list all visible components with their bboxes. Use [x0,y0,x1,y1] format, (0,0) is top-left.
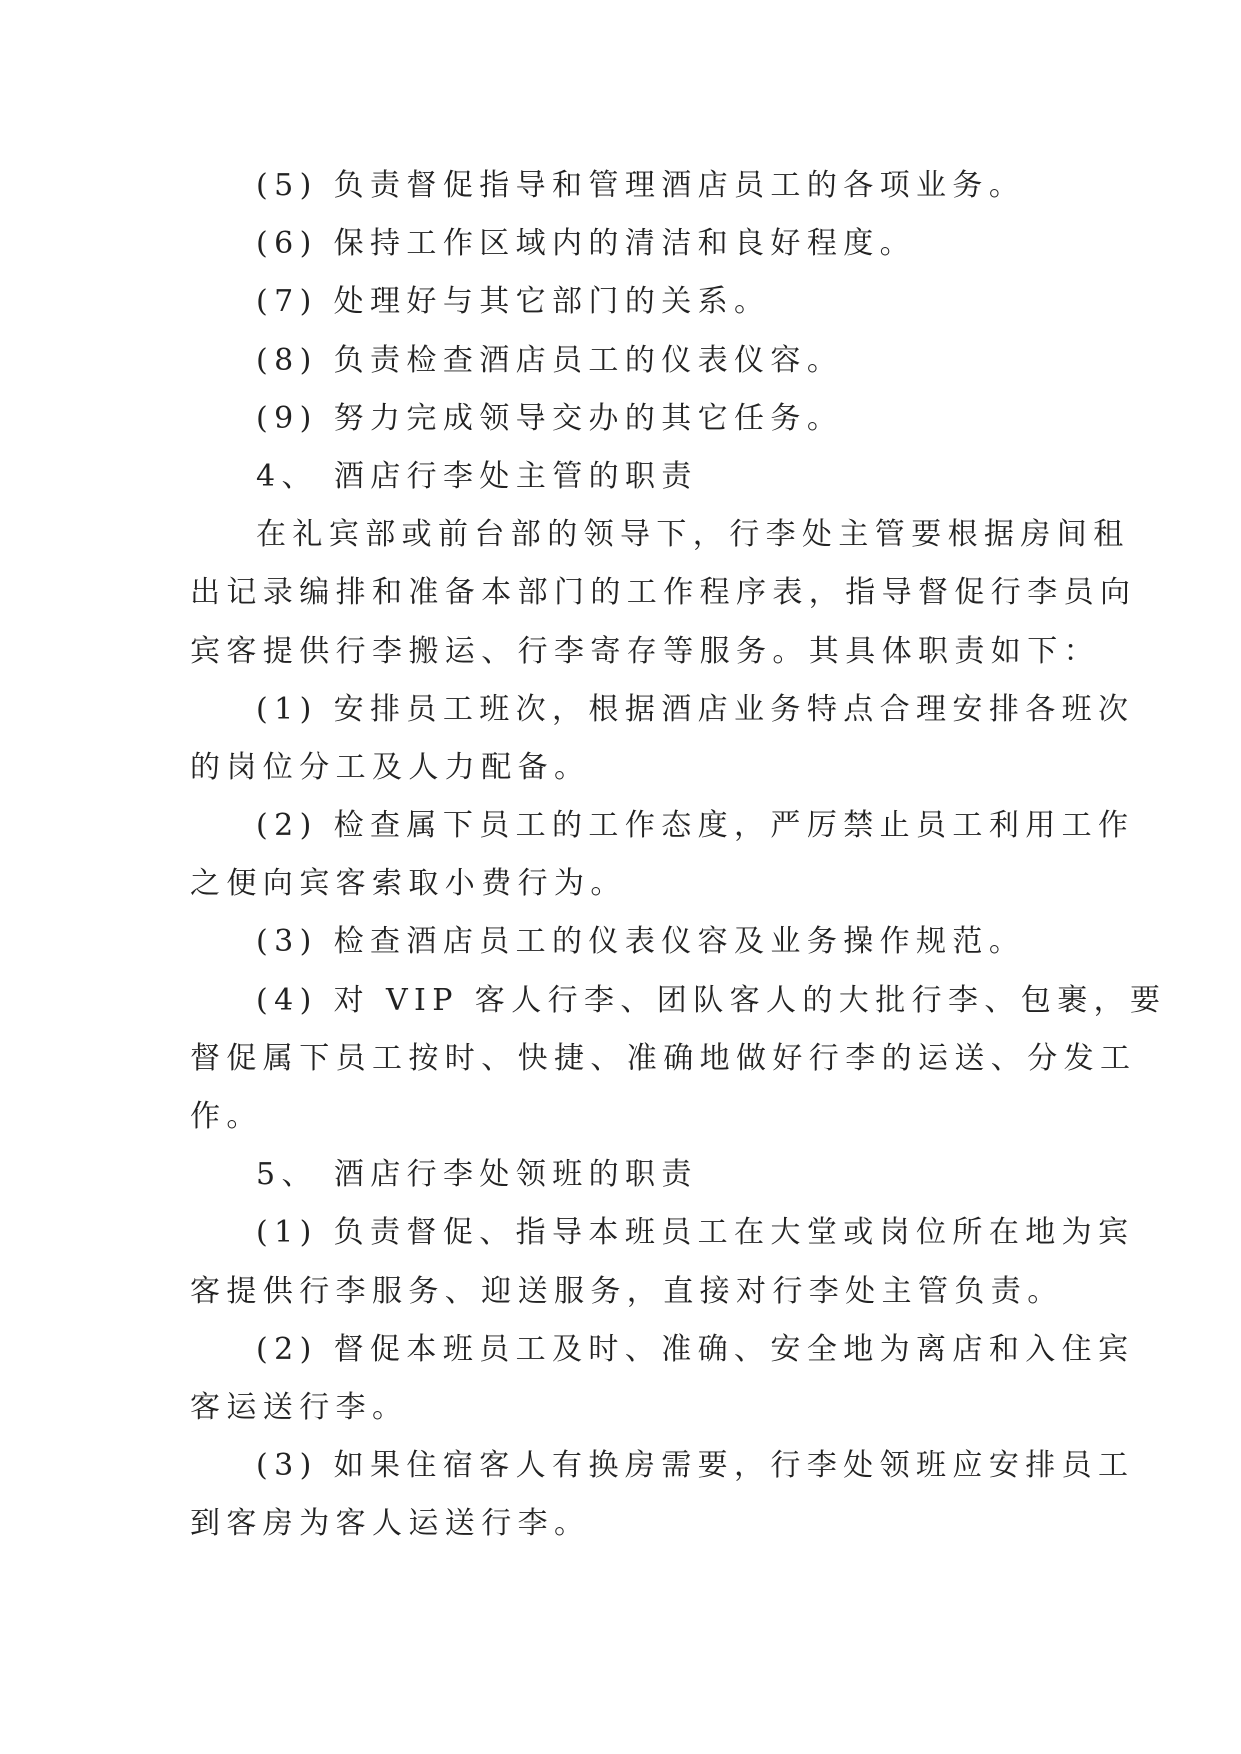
text-line: (1) 安排员工班次，根据酒店业务特点合理安排各班次 [256,691,1135,727]
text-line: (7) 处理好与其它部门的关系。 [256,284,771,320]
text-line: 在礼宾部或前台部的领导下，行李处主管要根据房间租 [256,517,1130,553]
text-line: 的岗位分工及人力配备。 [190,749,591,785]
text-line: (1) 负责督促、指导本班员工在大堂或岗位所在地为宾 [256,1215,1135,1251]
text-line: 之便向宾客索取小费行为。 [190,866,627,902]
section-heading: 4、 酒店行李处主管的职责 [256,458,698,494]
section-heading: 5、 酒店行李处领班的职责 [256,1157,698,1193]
text-line: (3) 检查酒店员工的仪表仪容及业务操作规范。 [256,924,1026,960]
text-line: 督促属下员工按时、快捷、准确地做好行李的运送、分发工 [190,1040,1137,1076]
text-line: 宾客提供行李搬运、行李寄存等服务。其具体职责如下： [190,633,1100,669]
text-line: (6) 保持工作区域内的清洁和良好程度。 [256,226,917,262]
text-line: (5) 负责督促指导和管理酒店员工的各项业务。 [256,168,1026,203]
text-line: 出记录编排和准备本部门的工作程序表，指导督促行李员向 [190,575,1137,611]
text-line: 到客房为客人运送行李。 [190,1506,591,1542]
text-line: (9) 努力完成领导交办的其它任务。 [256,400,844,436]
text-line: 客运送行李。 [190,1389,409,1425]
text-line: 作。 [190,1099,263,1134]
text-line: 客提供行李服务、迎送服务，直接对行李处主管负责。 [190,1273,1064,1309]
text-line: (8) 负责检查酒店员工的仪表仪容。 [256,342,844,378]
text-line: (2) 检查属下员工的工作态度，严厉禁止员工利用工作 [256,808,1135,844]
text-line: (2) 督促本班员工及时、准确、安全地为离店和入住宾 [256,1331,1135,1367]
text-line: (4) 对 VIP 客人行李、团队客人的大批行李、包裹，要 [256,982,1167,1018]
text-line: (3) 如果住宿客人有换房需要，行李处领班应安排员工 [256,1448,1135,1484]
document-body [190,157,1167,1554]
